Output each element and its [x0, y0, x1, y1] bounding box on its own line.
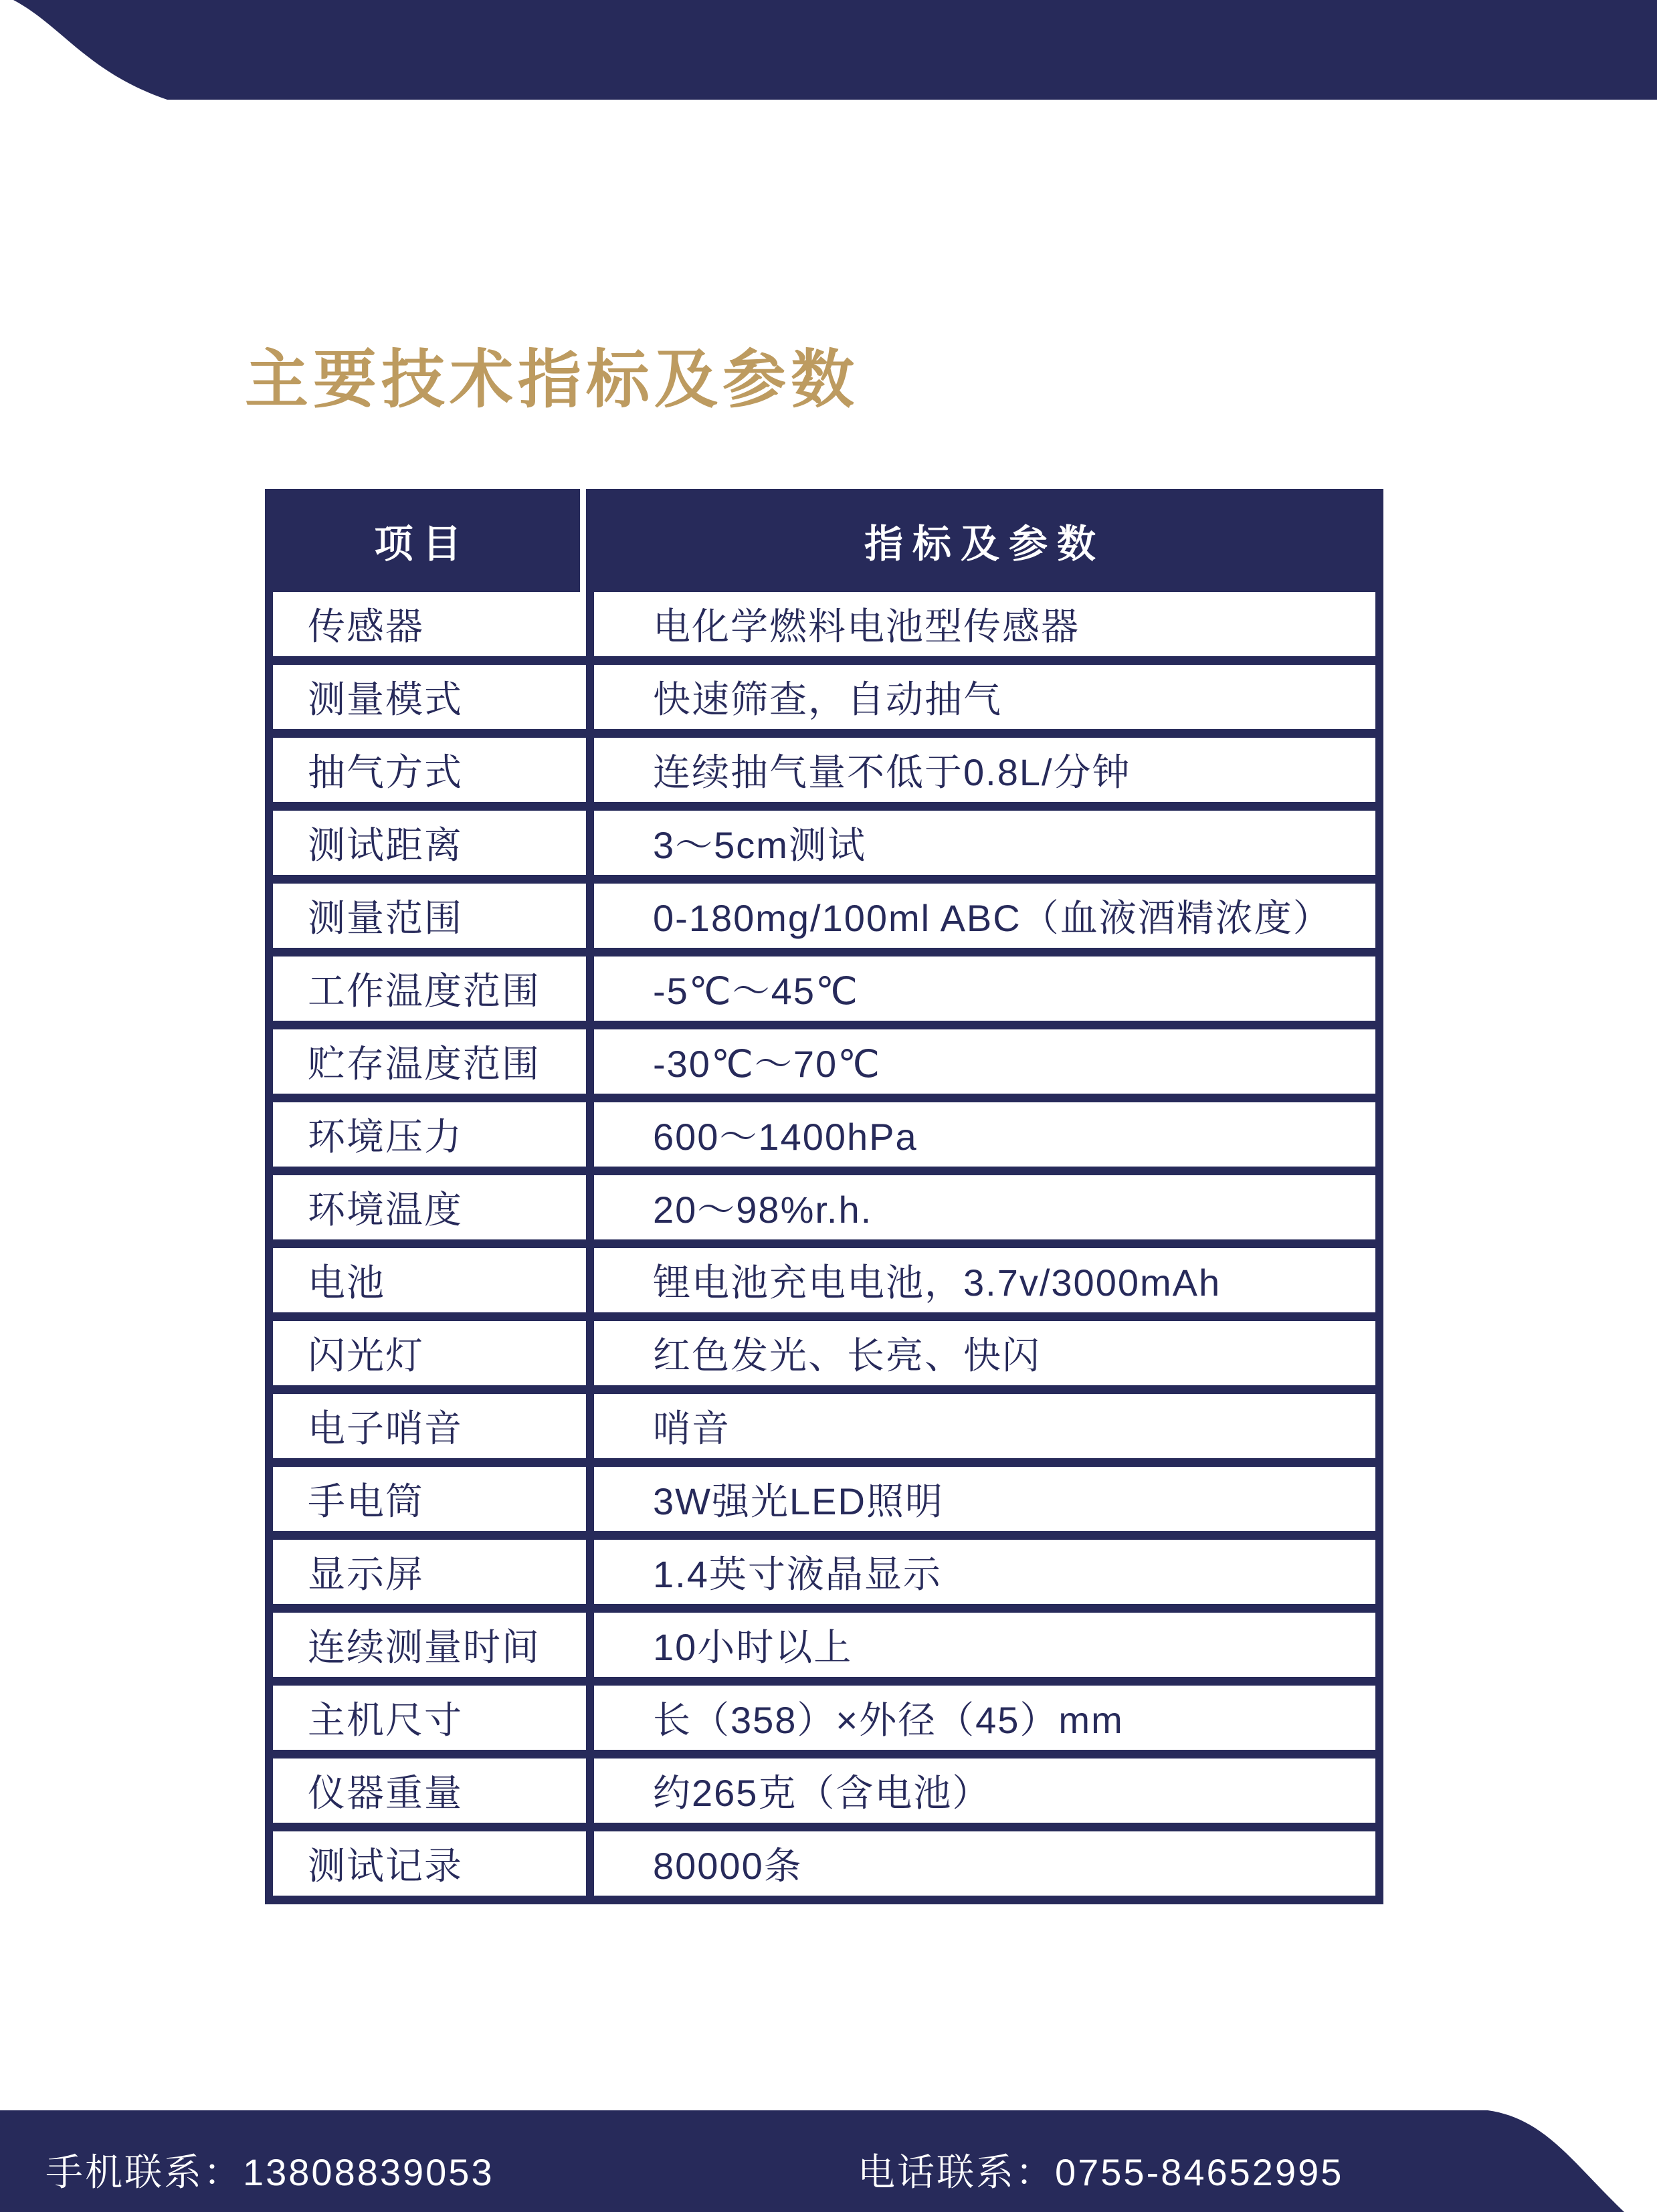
row-value: 80000条: [653, 1845, 803, 1887]
table-row: [273, 1175, 1375, 1248]
row-label: 工作温度范围: [273, 957, 594, 1021]
table-row: [273, 1321, 1375, 1394]
row-value: 1.4英寸液晶显示: [653, 1553, 942, 1595]
row-label: 抽气方式: [273, 738, 594, 802]
row-value: 快速筛查，自动抽气: [653, 678, 1002, 720]
table-row: [273, 1248, 1375, 1321]
spec-table: [265, 489, 1383, 1904]
table-row: [273, 665, 1375, 738]
table-row: [273, 1758, 1375, 1831]
table-row: [273, 957, 1375, 1029]
table-header-row: [265, 489, 1383, 592]
footer-mobile-contact: 手机联系：13808839053: [45, 2151, 494, 2193]
row-value: 10小时以上: [653, 1626, 853, 1668]
row-value: 锂电池充电电池，3.7v/3000mAh: [653, 1262, 1222, 1304]
table-row: [273, 1102, 1375, 1175]
row-label: 电子哨音: [273, 1394, 594, 1458]
row-label: 测试距离: [273, 811, 594, 875]
row-value: 连续抽气量不低于0.8L/分钟: [653, 751, 1131, 793]
table-body: [265, 592, 1383, 1904]
row-label: 显示屏: [273, 1540, 594, 1604]
header-wave-shape: [0, 0, 1657, 100]
table-row: [273, 592, 1375, 665]
row-label: 贮存温度范围: [273, 1029, 594, 1094]
header-cell-spec: 指标及参数: [864, 522, 1105, 566]
row-label: 连续测量时间: [273, 1613, 594, 1677]
table-row: [273, 1540, 1375, 1613]
row-label: 环境压力: [273, 1102, 594, 1167]
row-label: 闪光灯: [273, 1321, 594, 1385]
row-value: -5℃～45℃: [653, 970, 859, 1012]
row-value: 长（358）×外径（45）mm: [653, 1699, 1124, 1741]
table-row: [273, 884, 1375, 957]
row-label: 电池: [273, 1248, 594, 1312]
header-cell-item: 项目: [265, 489, 586, 592]
row-value: 3～5cm测试: [653, 824, 866, 866]
row-label: 测量范围: [273, 884, 594, 948]
row-value: 哨音: [653, 1407, 730, 1449]
row-label: 仪器重量: [273, 1758, 594, 1823]
table-row: [273, 1467, 1375, 1540]
row-label: 测试记录: [273, 1831, 594, 1896]
row-label: 手电筒: [273, 1467, 594, 1531]
row-value: 20～98%r.h.: [653, 1189, 873, 1231]
row-value: -30℃～70℃: [653, 1043, 882, 1085]
table-row: [273, 1613, 1375, 1686]
table-row: [273, 811, 1375, 884]
table-row: [273, 1029, 1375, 1102]
row-value: 0-180mg/100ml ABC（血液酒精浓度）: [653, 897, 1332, 939]
row-label: 主机尺寸: [273, 1686, 594, 1750]
row-value: 红色发光、长亮、快闪: [653, 1334, 1041, 1377]
table-row: [273, 1686, 1375, 1758]
table-row: [273, 1831, 1375, 1904]
row-value: 600～1400hPa: [653, 1116, 918, 1158]
footer-phone-contact: 电话联系：0755-84652995: [858, 2151, 1344, 2193]
row-value: 3W强光LED照明: [653, 1480, 944, 1522]
row-value: 电化学燃料电池型传感器: [653, 605, 1080, 647]
table-row: [273, 738, 1375, 811]
row-label: 测量模式: [273, 665, 594, 729]
row-label: 传感器: [273, 592, 594, 656]
row-value: 约265克（含电池）: [653, 1772, 991, 1814]
page-title: 主要技术指标及参数: [245, 344, 860, 415]
table-row: [273, 1394, 1375, 1467]
row-label: 环境温度: [273, 1175, 594, 1239]
